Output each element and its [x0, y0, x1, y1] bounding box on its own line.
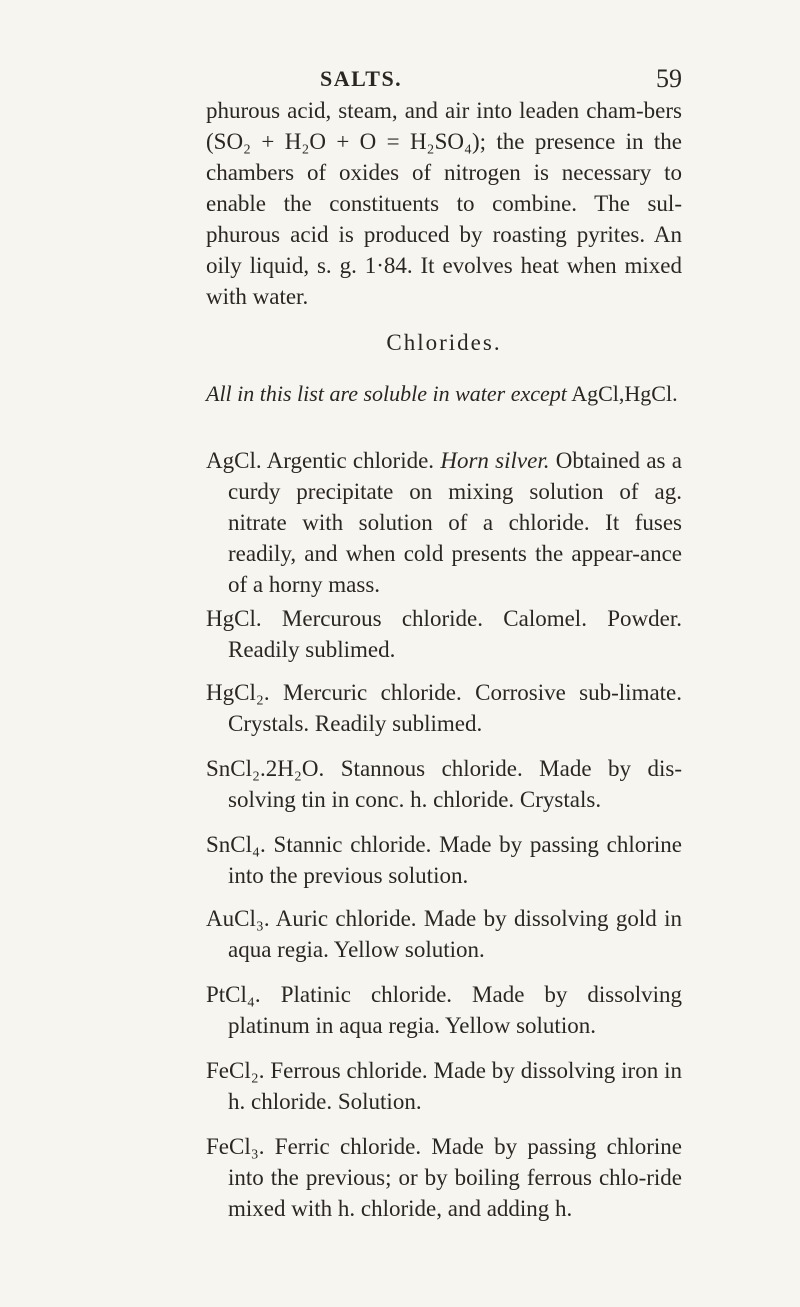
entry-formula: SnCl₄. — [206, 832, 266, 857]
entry-text: Ferric chloride. Made by passing chlorine into the previous; or by boiling ferrous chlo-ride mixed with h. chloride, and adding h. — [228, 1134, 683, 1221]
entry-formula: SnCl₂.2H₂O. — [206, 756, 325, 781]
entry-text: Mercuric chloride. Corrosive sub-limate. Crystals. Readily sublimed. — [228, 680, 683, 736]
entry-formula: HgCl. — [206, 606, 262, 631]
entry-text: Stannic chloride. Made by passing chlorine into the previous solution. — [228, 832, 682, 888]
intro-paragraph: phurous acid, steam, and air into leaden cham-bers (SO₂ + H₂O + O = H₂SO₄); the presence in the chambers of oxides of nitrogen is necessary to enable the constituents to combine. The sul-phurous acid is produced by roasting pyrites. An oily liquid, s. g. 1·84. It evolves heat when mixed with water. — [206, 98, 682, 309]
entry-agcl — [206, 445, 682, 600]
note-italic: All in this list are soluble in water except — [206, 381, 567, 406]
entry-formula: PtCl₄. — [206, 982, 261, 1007]
entry-sncl2 — [206, 753, 682, 815]
entry-rest: Obtained as a curdy precipitate on mixing solution of ag. nitrate with solution of a chloride. It fuses readily, and when cold presents the appear-ance of a horny mass. — [228, 448, 682, 597]
running-head: SALTS. — [320, 66, 403, 91]
entry-formula: FeCl₃. — [206, 1134, 265, 1159]
entry-text: Stannous chloride. Made by dis-solving tin in conc. h. chloride. Crystals. — [228, 756, 682, 812]
note-formula: AgCl,HgCl. — [571, 381, 678, 406]
entry-hgcl — [206, 603, 682, 665]
section-title: Chlorides. — [386, 330, 502, 355]
page-number: 59 — [656, 64, 682, 93]
entry-formula: FeCl₂. — [206, 1058, 265, 1083]
entry-formula: AgCl. — [206, 448, 262, 473]
entry-text: Ferrous chloride. Made by dissolving iron in h. chloride. Solution. — [228, 1058, 682, 1114]
entry-ptcl4 — [206, 979, 682, 1041]
entry-fecl3 — [206, 1131, 682, 1224]
entry-aucl3 — [206, 903, 682, 965]
entry-text: Argentic chloride. — [266, 448, 435, 473]
entry-italic: Horn silver. — [440, 448, 550, 473]
entry-formula: HgCl₂. — [206, 680, 270, 705]
entry-text: Mercurous chloride. Calomel. Powder. Readily sublimed. — [228, 606, 683, 662]
entry-fecl2 — [206, 1055, 682, 1117]
entry-hgcl2 — [206, 677, 682, 739]
entry-text: Platinic chloride. Made by dissolving platinum in aqua regia. Yellow solution. — [228, 982, 682, 1038]
solubility-note — [206, 379, 682, 409]
entry-text: Auric chloride. Made by dissolving gold in aqua regia. Yellow solution. — [228, 906, 682, 962]
entry-formula: AuCl₃. — [206, 906, 270, 931]
entry-sncl4 — [206, 829, 682, 891]
